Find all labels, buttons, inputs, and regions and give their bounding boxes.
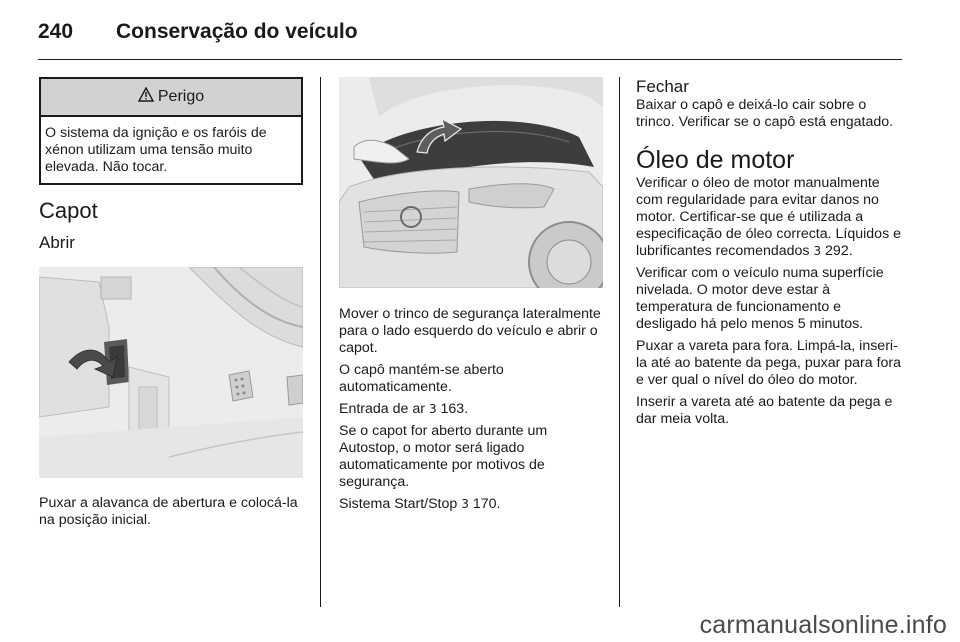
column-2 [339,77,603,513]
hood-opening-illustration [339,77,603,288]
hood-release-lever-illustration [39,267,303,478]
capot-instruction-2: O capô mantém-se aberto automaticamente. [339,362,504,395]
page-ref-icon: 3 [428,402,437,416]
page-number: 240 [38,20,74,43]
start-stop-text: Sistema Start/Stop [339,496,458,512]
air-intake-text: Entrada de ar [339,401,425,417]
fechar-text: Baixar o capô e deixá-lo cair sobre o trinco. Verificar se o capô está engatado. [636,97,894,130]
page-ref-icon: 3 [813,244,822,258]
lever-caption: Puxar a alavanca de abertura e colocá-la na posição inicial. [39,495,298,528]
air-intake-ref: 163. [440,401,469,417]
danger-header [41,79,301,117]
capot-heading: Capot [39,198,98,223]
capot-instruction-4: Se o capot for aberto durante um Autostop, o motor será ligado automaticamente por motivos de segurança. [339,423,548,490]
abrir-heading: Abrir [39,233,75,252]
page-ref-icon: 3 [461,497,469,511]
chapter-title: Conservação do veículo [116,20,358,43]
oleo-paragraph-4: Inserir a vareta até ao batente da pega e dar meia volta. [636,394,893,427]
danger-box [39,77,303,185]
column-1 [39,77,303,529]
capot-instruction-3 [339,401,603,418]
oleo-p1-ref: 292. [825,243,853,259]
start-stop-ref: 170. [472,496,501,512]
warning-triangle-icon [138,87,154,107]
header-rule [38,59,902,60]
danger-title: Perigo [157,88,205,105]
oleo-p1-text: Verificar o óleo de motor manualmente com regularidade para evitar danos no motor. Certificar-se que é utilizada a especificação de óleo correcta. Líquidos e lubrificantes recomendados [636,175,901,259]
oleo-paragraph-2: Verificar com o veículo numa superfície nivelada. O motor deve estar à temperatura de funcionamento e desligado há pelo menos 5 minutos. [636,265,884,332]
capot-instruction-5 [339,496,603,513]
oleo-heading: Óleo de motor [636,146,795,174]
column-divider-right [619,77,620,607]
oleo-paragraph-1 [636,175,902,260]
fechar-heading: Fechar [636,77,689,96]
page-header [38,14,358,50]
column-3 [636,77,902,428]
oleo-paragraph-3: Puxar a vareta para fora. Limpá-la, inseri-la até ao batente da pega, puxar para fora e ver qual o nível do óleo do motor. [636,338,902,388]
danger-text: O sistema da ignição e os faróis de xénon utilizam uma tensão muito elevada. Não tocar. [45,125,267,175]
capot-instruction-1: Mover o trinco de segurança lateralmente para o lado esquerdo do veículo e abrir o capot. [339,306,601,356]
column-divider-left [320,77,321,607]
watermark[interactable]: carmanualsonline.info [699,611,947,639]
